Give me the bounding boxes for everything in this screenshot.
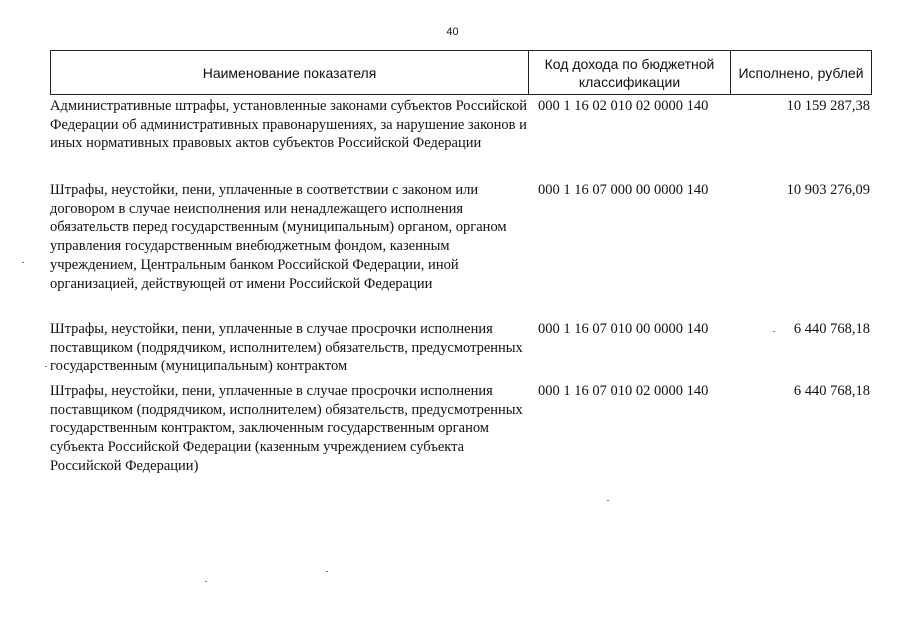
row-executed: 10 903 276,09 [786, 182, 870, 198]
row-name: Административные штрафы, установленные законами субъектов Российской Федерации об административных правонарушениях, за нарушение законов и иных нормативных правовых актов субъектов Российской Федерации [50, 98, 528, 152]
header-name: Наименование показателя [51, 51, 529, 94]
scan-speck [607, 500, 609, 501]
row-name: Штрафы, неустойки, пени, уплаченные в случае просрочки исполнения поставщиком (подрядчиком, исполнителем) обязательств, предусмотренных государственным контрактом, заключенным государственным органом субъекта Российской Федерации (казенным учреждением субъекта Российской Федерации) [50, 383, 523, 474]
row-code: 000 1 16 07 010 00 0000 140 [538, 321, 709, 337]
scan-speck [45, 366, 47, 367]
scan-speck [205, 581, 207, 582]
header-code: Код дохода по бюджетной классификации [529, 51, 731, 94]
row-code: 000 1 16 07 010 02 0000 140 [538, 383, 709, 399]
row-code: 000 1 16 07 000 00 0000 140 [538, 182, 709, 198]
scan-speck [326, 571, 328, 572]
table-header [50, 50, 872, 95]
scan-speck [773, 331, 775, 332]
row-code: 000 1 16 02 010 02 0000 140 [538, 98, 709, 114]
row-executed: 6 440 768,18 [793, 321, 870, 337]
row-name: Штрафы, неустойки, пени, уплаченные в соответствии с законом или договором в случае неисполнения или ненадлежащего исполнения обязательств перед государственным (муниципальным) органом, органом управления государственным внебюджетным фондом, казенным учреждением, Центральным банком Российской Федерации, иной организацией, действующей от имени Российской Федерации [50, 182, 507, 292]
scan-speck [22, 262, 24, 263]
row-name: Штрафы, неустойки, пени, уплаченные в случае просрочки исполнения поставщиком (подрядчиком, исполнителем) обязательств, предусмотренных государственным (муниципальным) контрактом [50, 321, 523, 375]
row-executed: 6 440 768,18 [793, 383, 870, 399]
row-executed: 10 159 287,38 [786, 98, 870, 114]
page-number: 40 [446, 26, 459, 38]
header-executed: Исполнено, рублей [738, 64, 864, 81]
